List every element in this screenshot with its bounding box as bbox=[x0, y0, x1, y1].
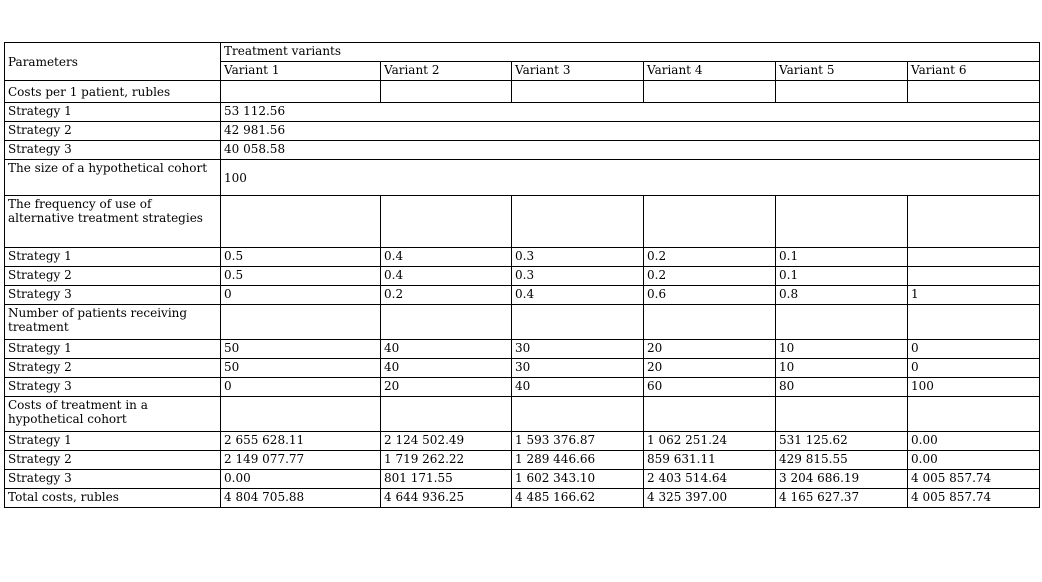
cell-value: 53 112.56 bbox=[221, 103, 1040, 122]
cell-value: 4 165 627.37 bbox=[776, 489, 908, 508]
cell-value: 50 bbox=[221, 340, 381, 359]
table-row bbox=[5, 286, 1040, 305]
section-label: The frequency of use of alternative treatment strategies bbox=[5, 196, 221, 248]
variant-header: Variant 3 bbox=[512, 62, 644, 81]
cell-value: 10 bbox=[776, 340, 908, 359]
cell-value: 1 719 262.22 bbox=[381, 451, 512, 470]
row-label: Total costs, rubles bbox=[5, 489, 221, 508]
cell-value: 20 bbox=[644, 359, 776, 378]
cell-value: 30 bbox=[512, 340, 644, 359]
cost-analysis-table bbox=[4, 42, 1040, 508]
section-label: Costs per 1 patient, rubles bbox=[5, 81, 221, 103]
variant-header: Variant 4 bbox=[644, 62, 776, 81]
parameters-header: Parameters bbox=[5, 43, 221, 81]
row-label: Strategy 2 bbox=[5, 359, 221, 378]
cell-value: 1 bbox=[908, 286, 1040, 305]
cell-value: 4 485 166.62 bbox=[512, 489, 644, 508]
cell-value: 0.5 bbox=[221, 267, 381, 286]
cell-value: 10 bbox=[776, 359, 908, 378]
row-label: Strategy 3 bbox=[5, 141, 221, 160]
cell-value: 4 644 936.25 bbox=[381, 489, 512, 508]
cell-value: 40 bbox=[512, 378, 644, 397]
cell-value: 0.2 bbox=[381, 286, 512, 305]
row-label: Strategy 3 bbox=[5, 378, 221, 397]
row-label: Strategy 1 bbox=[5, 103, 221, 122]
cell-value: 4 005 857.74 bbox=[908, 470, 1040, 489]
table-row bbox=[5, 378, 1040, 397]
table-row bbox=[5, 103, 1040, 122]
cell-value: 0.6 bbox=[644, 286, 776, 305]
cell-value: 40 058.58 bbox=[221, 141, 1040, 160]
cell-value bbox=[908, 267, 1040, 286]
cell-value: 2 655 628.11 bbox=[221, 432, 381, 451]
cell-value: 429 815.55 bbox=[776, 451, 908, 470]
cell-value: 0 bbox=[908, 340, 1040, 359]
section-label: Costs of treatment in a hypothetical cohort bbox=[5, 397, 221, 432]
cell-value: 0.3 bbox=[512, 248, 644, 267]
cell-value: 100 bbox=[221, 160, 1040, 196]
cell-value: 20 bbox=[644, 340, 776, 359]
row-label: The size of a hypothetical cohort bbox=[5, 160, 221, 196]
cell-value: 20 bbox=[381, 378, 512, 397]
table-row bbox=[5, 451, 1040, 470]
cell-value: 0.2 bbox=[644, 248, 776, 267]
row-label: Strategy 3 bbox=[5, 286, 221, 305]
cell-value: 0.1 bbox=[776, 267, 908, 286]
cell-value: 100 bbox=[908, 378, 1040, 397]
cell-value: 2 149 077.77 bbox=[221, 451, 381, 470]
variant-header: Variant 6 bbox=[908, 62, 1040, 81]
cell-value: 60 bbox=[644, 378, 776, 397]
table-row bbox=[5, 340, 1040, 359]
cell-value: 4 804 705.88 bbox=[221, 489, 381, 508]
treatment-variants-header: Treatment variants bbox=[221, 43, 1040, 62]
row-label: Strategy 3 bbox=[5, 470, 221, 489]
row-label: Strategy 2 bbox=[5, 122, 221, 141]
variant-header: Variant 2 bbox=[381, 62, 512, 81]
variant-header: Variant 1 bbox=[221, 62, 381, 81]
row-label: Strategy 1 bbox=[5, 432, 221, 451]
table-row bbox=[5, 267, 1040, 286]
cell-value: 80 bbox=[776, 378, 908, 397]
row-label: Strategy 2 bbox=[5, 451, 221, 470]
cell-value: 0.4 bbox=[512, 286, 644, 305]
cell-value: 0.4 bbox=[381, 248, 512, 267]
cell-value: 531 125.62 bbox=[776, 432, 908, 451]
table-row bbox=[5, 470, 1040, 489]
cell-value: 40 bbox=[381, 340, 512, 359]
table-row bbox=[5, 160, 1040, 196]
cell-value bbox=[908, 248, 1040, 267]
cell-value: 0.5 bbox=[221, 248, 381, 267]
cell-value: 1 602 343.10 bbox=[512, 470, 644, 489]
section-row bbox=[5, 305, 1040, 340]
cell-value: 42 981.56 bbox=[221, 122, 1040, 141]
table-row bbox=[5, 359, 1040, 378]
cell-value: 50 bbox=[221, 359, 381, 378]
cell-value: 4 325 397.00 bbox=[644, 489, 776, 508]
cell-value: 4 005 857.74 bbox=[908, 489, 1040, 508]
header-row-1 bbox=[5, 43, 1040, 62]
cell-value: 0.2 bbox=[644, 267, 776, 286]
cell-value: 801 171.55 bbox=[381, 470, 512, 489]
row-label: Strategy 1 bbox=[5, 248, 221, 267]
cell-value: 0.00 bbox=[908, 451, 1040, 470]
table-row bbox=[5, 248, 1040, 267]
cell-value: 0.3 bbox=[512, 267, 644, 286]
cell-value: 0.8 bbox=[776, 286, 908, 305]
cell-value: 2 124 502.49 bbox=[381, 432, 512, 451]
cell-value: 0.00 bbox=[908, 432, 1040, 451]
table-row bbox=[5, 432, 1040, 451]
cell-value: 1 593 376.87 bbox=[512, 432, 644, 451]
cell-value: 0.4 bbox=[381, 267, 512, 286]
cell-value: 859 631.11 bbox=[644, 451, 776, 470]
table-row bbox=[5, 141, 1040, 160]
cell-value: 40 bbox=[381, 359, 512, 378]
total-row bbox=[5, 489, 1040, 508]
cell-value: 1 289 446.66 bbox=[512, 451, 644, 470]
cell-value: 0 bbox=[221, 286, 381, 305]
cell-value: 3 204 686.19 bbox=[776, 470, 908, 489]
section-row bbox=[5, 397, 1040, 432]
section-row bbox=[5, 196, 1040, 248]
cell-value: 0 bbox=[221, 378, 381, 397]
cell-value: 0.1 bbox=[776, 248, 908, 267]
cell-value: 0.00 bbox=[221, 470, 381, 489]
section-label: Number of patients receiving treatment bbox=[5, 305, 221, 340]
section-row bbox=[5, 81, 1040, 103]
cell-value: 1 062 251.24 bbox=[644, 432, 776, 451]
row-label: Strategy 1 bbox=[5, 340, 221, 359]
cell-value: 2 403 514.64 bbox=[644, 470, 776, 489]
variant-header: Variant 5 bbox=[776, 62, 908, 81]
cell-value: 30 bbox=[512, 359, 644, 378]
cell-value: 0 bbox=[908, 359, 1040, 378]
row-label: Strategy 2 bbox=[5, 267, 221, 286]
table-row bbox=[5, 122, 1040, 141]
